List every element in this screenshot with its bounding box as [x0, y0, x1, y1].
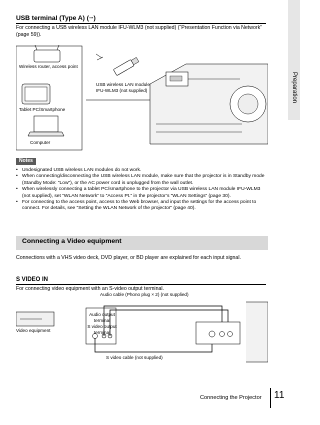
video-equipment-label: Video equipment	[16, 328, 51, 333]
audio-output-label: Audio output terminal	[89, 312, 115, 323]
router-drawing	[34, 50, 60, 62]
usb-module-label: USB wireless LAN module IFU-WLM3 (not supplied)	[96, 82, 150, 93]
note-item: • For connecting to the access point, access to the Web browser, and input the settings for the access point to connect. For details, see “Setting the WLAN Network of the projector” (page 40).	[16, 200, 268, 213]
usb-heading: USB terminal (Type A) (⭬)	[16, 15, 96, 22]
note-item: • When wirelessly connecting a tablet PC/smartphone to the projector via USB wireless LAN module IFU-WLM3 (not supplied), set “WLAN Network” to “Access Pt.” in the projector’s “WLAN Settings” (page 30).	[16, 187, 268, 200]
usb-connection-diagram	[16, 44, 268, 154]
usb-diagram-drawing	[16, 44, 268, 154]
section-banner: Connecting a Video equipment	[16, 236, 268, 250]
usb-body-text: For connecting a USB wireless LAN module IFU-WLM3 (not supplied) (“Presentation Function via Network” (page 59)).	[16, 25, 262, 38]
projector-audio-in-port	[220, 332, 225, 337]
page-number: 11	[274, 390, 285, 401]
usb-port	[170, 76, 182, 81]
note-item: • Undesignated USB wireless LAN modules do not work.	[16, 168, 268, 174]
projector-drawing	[246, 302, 268, 362]
router-label: Wireless router, access point	[19, 64, 78, 69]
wireless-signal-icon	[96, 54, 103, 60]
audio-cable-label: Audio cable (Phono plug × 2) (not supplied)	[100, 292, 189, 297]
svideo-heading-rule	[16, 284, 266, 285]
footer-title: Connecting the Projector	[200, 395, 262, 401]
projector-terminal-panel	[196, 322, 240, 344]
usb-icon: ⭬	[88, 16, 94, 22]
svideo-connection-diagram	[16, 292, 268, 364]
projector-audio-in-port	[228, 332, 233, 337]
laptop-drawing	[34, 116, 58, 132]
svideo-diagram-drawing	[16, 292, 268, 364]
usb-module-drawing	[113, 57, 139, 76]
projector-svideo-in-port	[209, 331, 215, 337]
tablet-label: Tablet PC/Smartphone	[19, 107, 66, 112]
svideo-output-label: S video output terminal	[87, 324, 117, 335]
svideo-body-text: For connecting video equipment with an S-video output terminal.	[16, 286, 164, 292]
notes-badge: Notes	[16, 158, 36, 165]
section-tab-label: Preparation	[291, 72, 297, 104]
video-intro-text: Connections with a VHS video deck, DVD player, or BD player are explained for each input signal.	[16, 255, 241, 261]
notes-list	[16, 168, 268, 213]
svideo-cable-label: S video cable (not supplied)	[106, 355, 163, 360]
computer-label: Computer	[30, 140, 51, 145]
svideo-heading: S VIDEO IN	[16, 277, 49, 283]
footer-divider	[270, 388, 271, 408]
note-item: • When connecting/disconnecting the USB wireless LAN module, make sure that the projector is in Standby mode (Standby Mode: “Low”), or the AC power cord is unplugged from the wall outlet.	[16, 174, 268, 187]
heading-rule	[16, 23, 266, 24]
